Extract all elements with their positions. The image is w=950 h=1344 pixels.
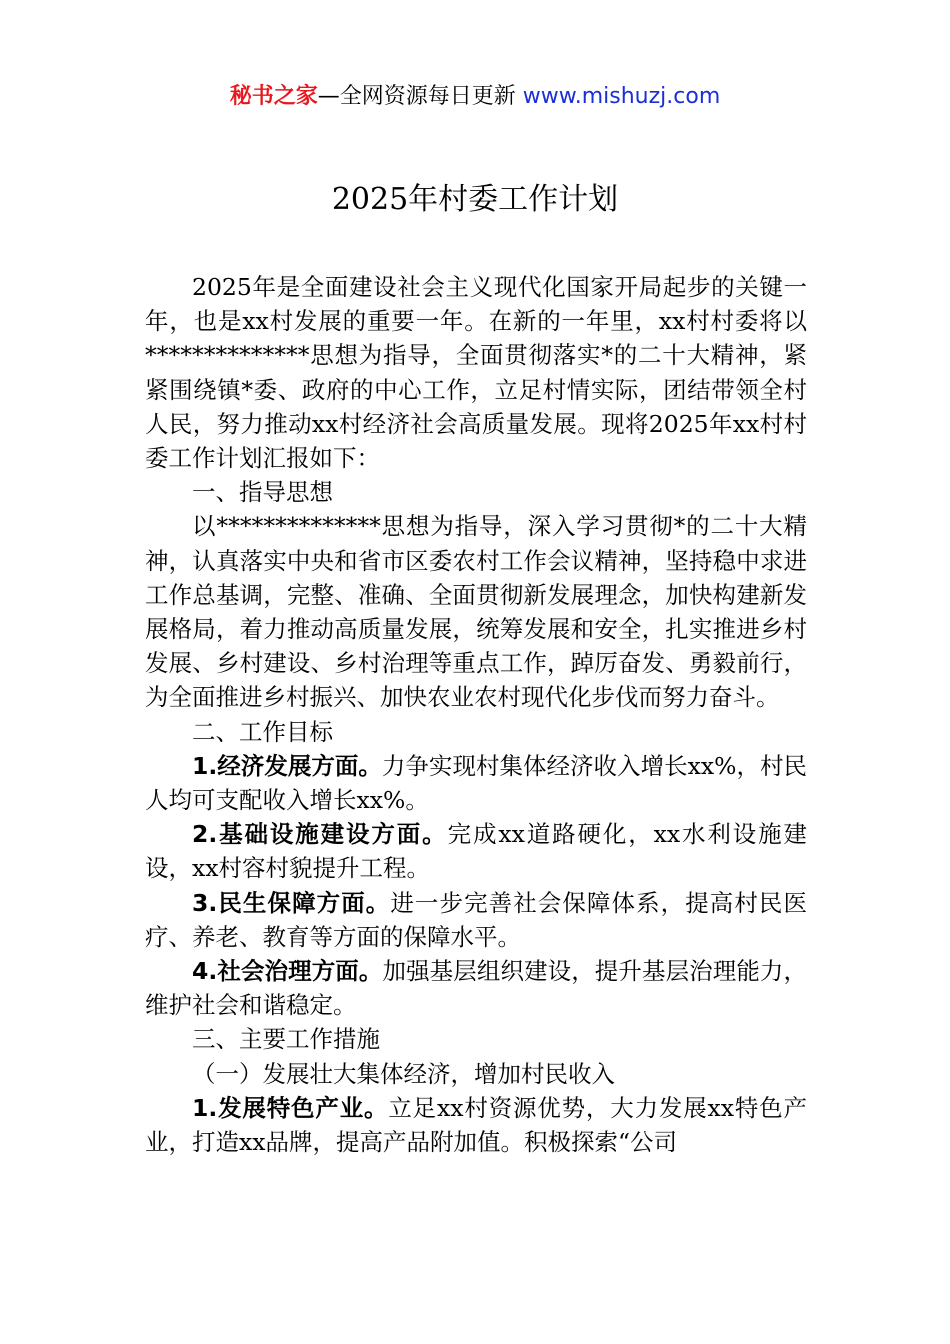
goal-infrastructure-lead: 2.基础设施建设方面。 [192, 820, 448, 849]
measure-special-industry: 1.发展特色产业。立足xx村资源优势，大力发展xx特色产业，打造xx品牌，提高产品附加值。积极探索“公司 [145, 1093, 808, 1157]
subsection-heading-collective-economy: （一）发展壮大集体经济，增加村民收入 [192, 1059, 615, 1088]
site-url[interactable]: www.mishuzj.com [522, 84, 721, 109]
section-heading-guiding-thought: 一、指导思想 [192, 478, 333, 507]
goal-economic: 1.经济发展方面。力争实现村集体经济收入增长xx%，村民人均可支配收入增长xx%。 [145, 751, 807, 815]
site-header [0, 82, 950, 112]
document-title: 2025年村委工作计划 [331, 182, 619, 217]
goal-governance-lead: 4.社会治理方面。 [192, 957, 383, 986]
goal-governance: 4.社会治理方面。加强基层组织建设，提升基层治理能力，维护社会和谐稳定。 [145, 957, 808, 1020]
section-heading-measures: 三、主要工作措施 [192, 1025, 380, 1054]
measure-special-industry-lead: 1.发展特色产业。 [192, 1093, 389, 1122]
header-slogan: —全网资源每日更新 [317, 84, 523, 109]
goal-economic-lead: 1.经济发展方面。 [192, 751, 382, 780]
goal-livelihood: 3.民生保障方面。进一步完善社会保障体系，提高村民医疗、养老、教育等方面的保障水平。 [145, 888, 808, 951]
goal-infrastructure: 2.基础设施建设方面。完成xx道路硬化，xx水利设施建设，xx村容村貌提升工程。 [145, 820, 807, 883]
guiding-thought-paragraph: 以**************思想为指导，深入学习贯彻*的二十大精神，认真落实中央和省市区委农村工作会议精神，坚持稳中求进工作总基调，完整、准确、全面贯彻新发展理念，加快构建新发展格局，着力推动高质量发展，统筹发展和安全，扎实推进乡村发展、乡村建设、乡村治理等重点工作，踔厉奋发、勇毅前行，为全面推进乡村振兴、加快农业农村现代化步伐而努力奋斗。 [145, 512, 807, 712]
goal-livelihood-lead: 3.民生保障方面。 [192, 888, 391, 917]
intro-paragraph: 2025年是全面建设社会主义现代化国家开局起步的关键一年，也是xx村发展的重要一年。在新的一年里，xx村村委将以**************思想为指导，全面贯彻落实*的二十大精神，紧紧围绕镇*委、政府的中心工作，立足村情实际，团结带领全村人民，努力推动xx村经济社会高质量发展。现将2025年xx村村委工作计划汇报如下： [145, 273, 807, 473]
document-body [145, 270, 807, 1159]
section-heading-work-goals: 二、工作目标 [192, 717, 333, 746]
brand-name: 秘书之家 [229, 84, 318, 109]
